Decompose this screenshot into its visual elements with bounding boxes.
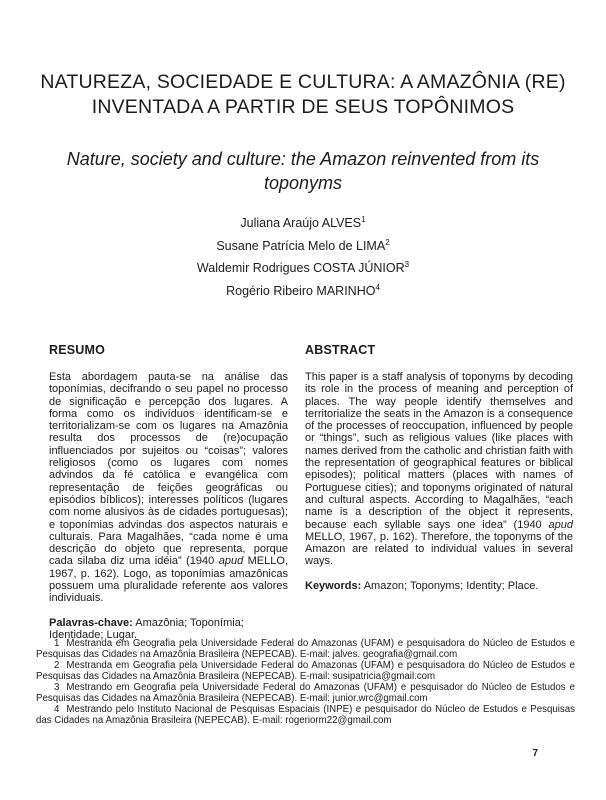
abstract-text [305,371,573,568]
author-footnote-ref: 2 [385,237,390,247]
author-name-text: Waldemir Rodrigues COSTA JÚNIOR [196,261,405,275]
abstract-section [305,343,573,641]
abstract-apud: apud [548,518,573,531]
author-name-text: Rogério Ribeiro MARINHO [226,283,376,298]
author-name [0,235,606,258]
keywords-label: Keywords: [305,579,362,592]
author-name [0,257,606,280]
author-list [0,212,606,302]
author-name [0,280,606,303]
footnote [36,660,575,682]
footnote-number: 3 [54,682,60,693]
footnote-number: 1 [54,638,60,649]
abstract-heading: ABSTRACT [305,343,376,357]
footnote [36,682,575,704]
author-name-text: Juliana Araújo ALVES [240,216,362,230]
footnote-text: Mestranda em Geografia pela Universidade Federal do Amazonas (UFAM) e pesquisadora do Núcleo de Estudos e Pesquisas das Cidades na Amazônia Brasileira (NEPECAB). E-mail: jalves. geografia@gmail.com [36,638,575,660]
author-footnote-ref: 1 [361,214,366,224]
abstract-text-part1: This paper is a staff analysis of toponyms by decoding its role in the process of meaning and perception of places. The way people identify themselves and territorialize the seats in the Amazon is a consequence of the processes of reoccupation, influenced by people or “things”, such as religious values (like places with names derived from the catholic and christian faith with the representation of geographical features or biblical episodes); political matters (places with names of Portuguese cities); and toponyms originated of natural and cultural aspects. According to Magalhães, “each name is a description of the object it represents, because each syllable says one idea” (1940 [305,371,573,531]
abstract-columns [49,343,573,641]
footnote-text: Mestrando em Geografia pela Universidade Federal do Amazonas (UFAM) e pesquisador do Núcleo de Estudos e Pesquisas das Cidades na Amazônia Brasileira (NEPECAB). E-mail: junior.wrc@gmail.com [36,682,575,704]
keywords-line [305,580,573,592]
resumo-text-part1: Esta abordagem pauta-se na análise das toponímias, decifrando o seu papel no processo de significação e percepção dos lugares. A forma como os indivíduos identificam-se e territorializam-se com os lugares na Amazônia resulta dos processos de (re)ocupação influenciados por sujeitos ou “coisas”; valores religiosos (como os lugares com nomes advindos da fé católica e evangélica com representação de feições geográficas ou episódios bíblicos); interesses políticos (lugares com nome alusivos às de cidades portuguesas); e toponímias advindas dos aspectos naturais e culturais. Para Magalhães, “cada nome é uma descrição do objeto que representa, porque cada silaba diz uma idéia” (1940 [49,371,288,568]
footnotes-block [36,638,575,726]
resumo-text [49,371,288,605]
page-number: 7 [532,748,538,759]
footnote [36,704,575,726]
resumo-heading: RESUMO [49,343,106,357]
footnote-text: Mestranda em Geografia pela Universidade Federal do Amazonas (UFAM) e pesquisadora do Núcleo de Estudos e Pesquisas das Cidades na Amazônia Brasileira (NEPECAB). E-mail: susipatricia@gmail.com [36,660,575,682]
resumo-text-part2: MELLO, 1967, p. 162). Logo, as toponímias amazônicas possuem uma pluralidade referente aos valores individuais. [49,555,288,605]
article-title-english: Nature, society and culture: the Amazon reinvented from its toponyms [66,149,540,193]
author-footnote-ref: 3 [404,259,410,269]
author-name [0,212,606,235]
footnote-text: Mestrando pelo Instituto Nacional de Pesquisas Espaciais (INPE) e pesquisador do Núcleo de Estudos e Pesquisas das Cidades na Amazônia Brasileira (NEPECAB). E-mail: rogeriorm22@gmail.com [36,704,575,726]
resumo-section [49,343,288,641]
resumo-apud: apud [218,555,244,568]
footnote-number: 2 [54,660,60,671]
palavras-chave-list: Amazônia; Toponímia; Identidade; Lugar. [49,616,244,641]
article-title-portuguese: NATUREZA, SOCIEDADE E CULTURA: A AMAZÔNIA (RE) INVENTADA A PARTIR DE SEUS TOPÔNIMOS [40,71,566,118]
author-footnote-ref: 4 [375,282,380,292]
footnote [36,638,575,660]
keywords-list: Amazon; Toponyms; Identity; Place. [361,579,539,592]
abstract-text-part2: MELLO, 1967, p. 162). Therefore, the toponyms of the Amazon are related to individual values in several ways. [305,530,573,568]
footnote-number: 4 [54,704,60,715]
palavras-chave-label: Palavras-chave: [49,616,133,629]
author-name-text: Susane Patrícia Melo de LIMA [216,238,386,253]
